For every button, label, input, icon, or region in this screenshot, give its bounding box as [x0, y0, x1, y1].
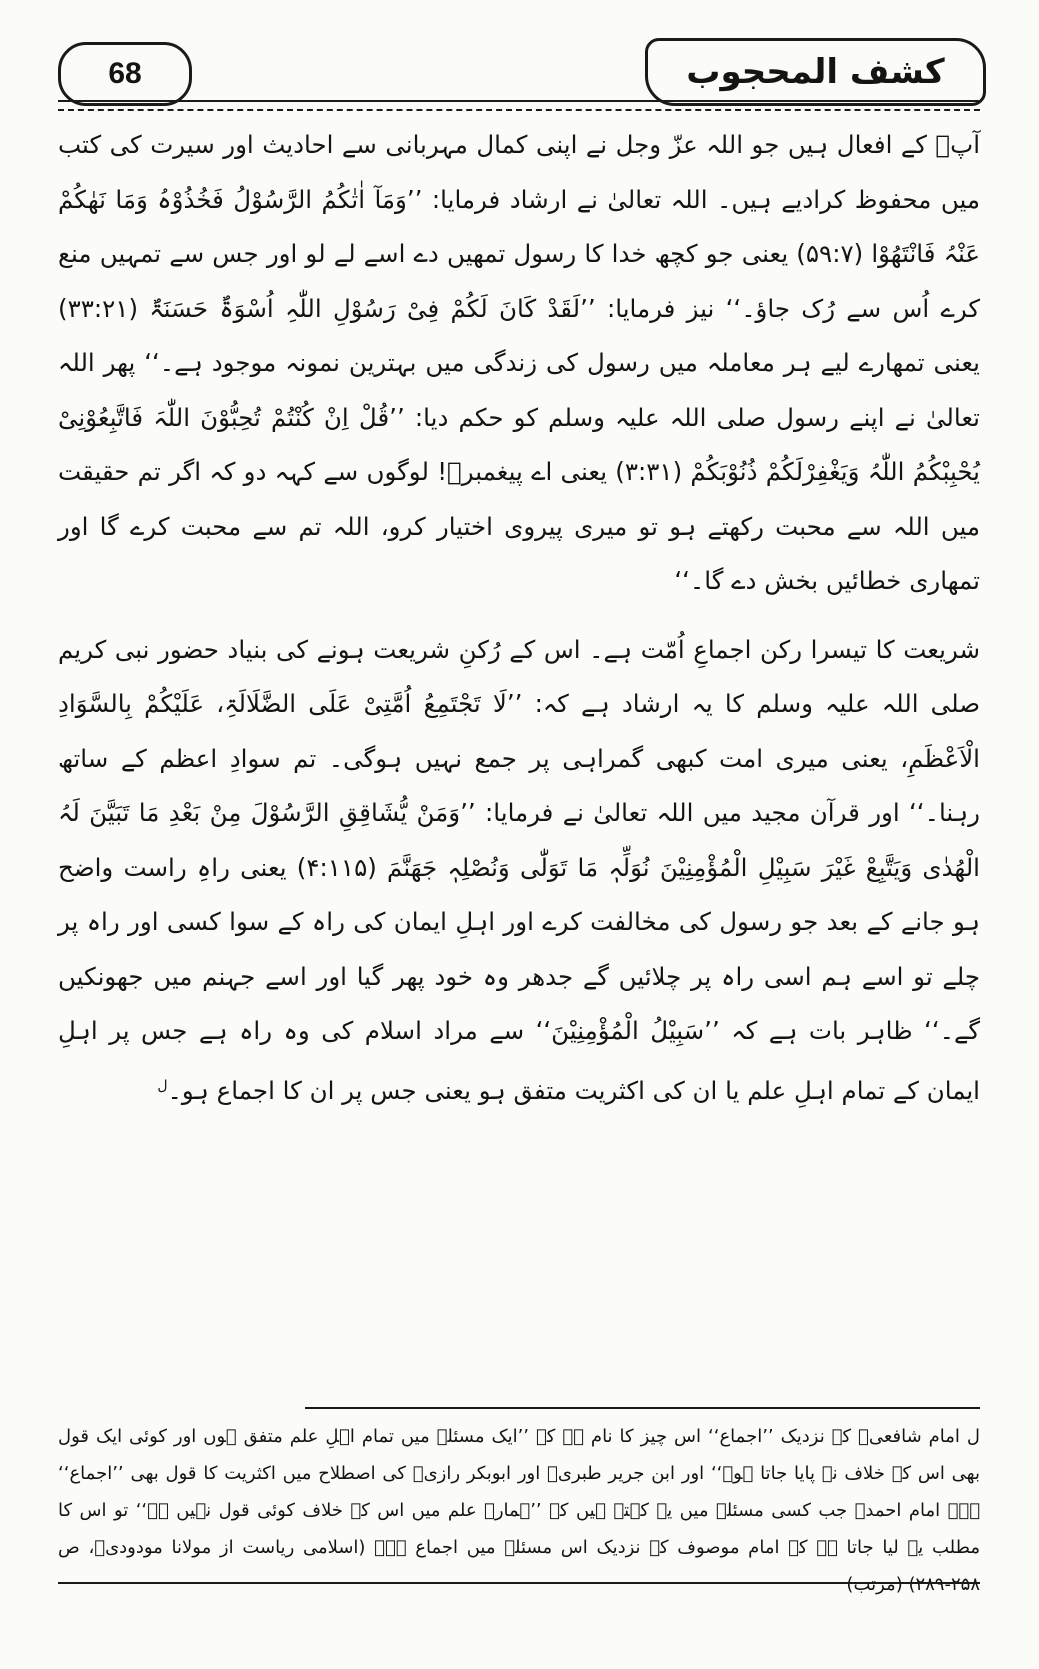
page-number: 68	[58, 42, 192, 106]
bottom-divider	[58, 1582, 980, 1584]
footnote-1: ل امام شافعیؒ کے نزدیک ’’اجماع‘‘ اس چیز کا نام ہے کہ ’’ایک مسئلے میں تمام اہلِ علم متفق ہوں اور کوئی ایک قول بھی اس کے خلاف نہ پایا جاتا ہو۔‘‘ اور ابن جریر طبریؒ اور ابوبکر رازیؒ کی اصطلاح میں اکثریت کا قول بھی ’’اجماع‘‘ ہے۔ امام احمدؒ جب کسی مسئلے میں یہ کہتے ہیں کہ ’’ہمارے علم میں اس کے خلاف کوئی قول نہیں ہے‘‘ تو اس کا مطلب یہ لیا جاتا ہے کہ امام موصوف کے نزدیک اس مسئلہ میں اجماع ہے۔ (اسلامی ریاست از مولانا مودودیؒ، ص ۲۵۸-۲۸۹) (مرتب)	[58, 1426, 980, 1595]
paragraph-1: آپؐ کے افعال ہیں جو اللہ عزّ وجل نے اپنی کمال مہربانی سے احادیث اور سیرت کی کتب میں محفوظ کرادیے ہیں۔ اللہ تعالیٰ نے ارشاد فرمایا: ’’وَمَآ اٰتٰکُمُ الرَّسُوْلُ فَخُذُوْہُ وَمَا نَھٰکُمْ عَنْہُ فَانْتَھُوْا (۵۹:۷) یعنی جو کچھ خدا کا رسول تمھیں دے اسے لے لو اور جس سے تمہیں منع کرے اُس سے رُک جاؤ۔‘‘ نیز فرمایا: ’’لَقَدْ کَانَ لَکُمْ فِیْ رَسُوْلِ اللّٰہِ اُسْوَۃٌ حَسَنَۃٌ (۳۳:۲۱) یعنی تمھارے لیے ہر معاملہ میں رسول کی زندگی میں بہترین نمونہ موجود ہے۔‘‘ پھر اللہ تعالیٰ نے اپنے رسول صلی اللہ علیہ وسلم کو حکم دیا: ’’قُلْ اِنْ کُنْتُمْ تُحِبُّوْنَ اللّٰہَ فَاتَّبِعُوْنِیْ یُحْبِبْکُمُ اللّٰہُ وَیَغْفِرْلَکُمْ ذُنُوْبَکُمْ (۳:۳۱) یعنی اے پیغمبرؐ! لوگوں سے کہہ دو کہ اگر تم حقیقت میں اللہ سے محبت رکھتے ہو تو میری پیروی اختیار کرو، اللہ تم سے محبت کرے گا اور تمھاری خطائیں بخش دے گا۔‘‘	[58, 130, 980, 595]
paragraph-2-text: شریعت کا تیسرا رکن اجماعِ اُمّت ہے۔ اس کے رُکنِ شریعت ہونے کی بنیاد حضور نبی کریم صلی اللہ علیہ وسلم کا یہ ارشاد ہے کہ: ’’لَا تَجْتَمِعُ اُمَّتِیْ عَلَی الضَّلَالَۃِ، عَلَیْکُمْ بِالسَّوَادِ الْاَعْظَمِ، یعنی میری امت کبھی گمراہی پر جمع نہیں ہوگی۔ تم سوادِ اعظم کے ساتھ رہنا۔‘‘ اور قرآن مجید میں اللہ تعالیٰ نے فرمایا: ’’وَمَنْ یُّشَاقِقِ الرَّسُوْلَ مِنْ بَعْدِ مَا تَبَیَّنَ لَہُ الْھُدٰی وَیَتَّبِعْ غَیْرَ سَبِیْلِ الْمُؤْمِنِیْنَ نُوَلِّہٖ مَا تَوَلّٰی وَنُصْلِہٖ جَھَنَّمَ (۴:۱۱۵) یعنی راہِ راست واضح ہو جانے کے بعد جو رسول کی مخالفت کرے اور اہلِ ایمان کی راہ کے سوا کسی اور راہ پر چلے تو اسے ہم اسی راہ پر چلائیں گے جدھر وہ خود پھر گیا اور اسے جہنم میں جھونکیں گے۔‘‘ ظاہر بات ہے کہ ’’سَبِیْلُ الْمُؤْمِنِیْنَ‘‘ سے مراد اسلام کی وہ راہ ہے جس پر اہلِ ایمان کے تمام اہلِ علم یا ان کی اکثریت متفق ہو یعنی جس پر ان کا اجماع ہو۔	[58, 634, 980, 1105]
footnote-divider	[305, 1407, 980, 1409]
paragraph-2	[58, 623, 980, 1119]
footnotes	[58, 1418, 980, 1603]
header-divider	[58, 100, 980, 111]
footnote-marker: ل	[157, 1077, 168, 1094]
book-title: کشف المحجوب	[645, 38, 986, 106]
main-text	[58, 118, 980, 1118]
